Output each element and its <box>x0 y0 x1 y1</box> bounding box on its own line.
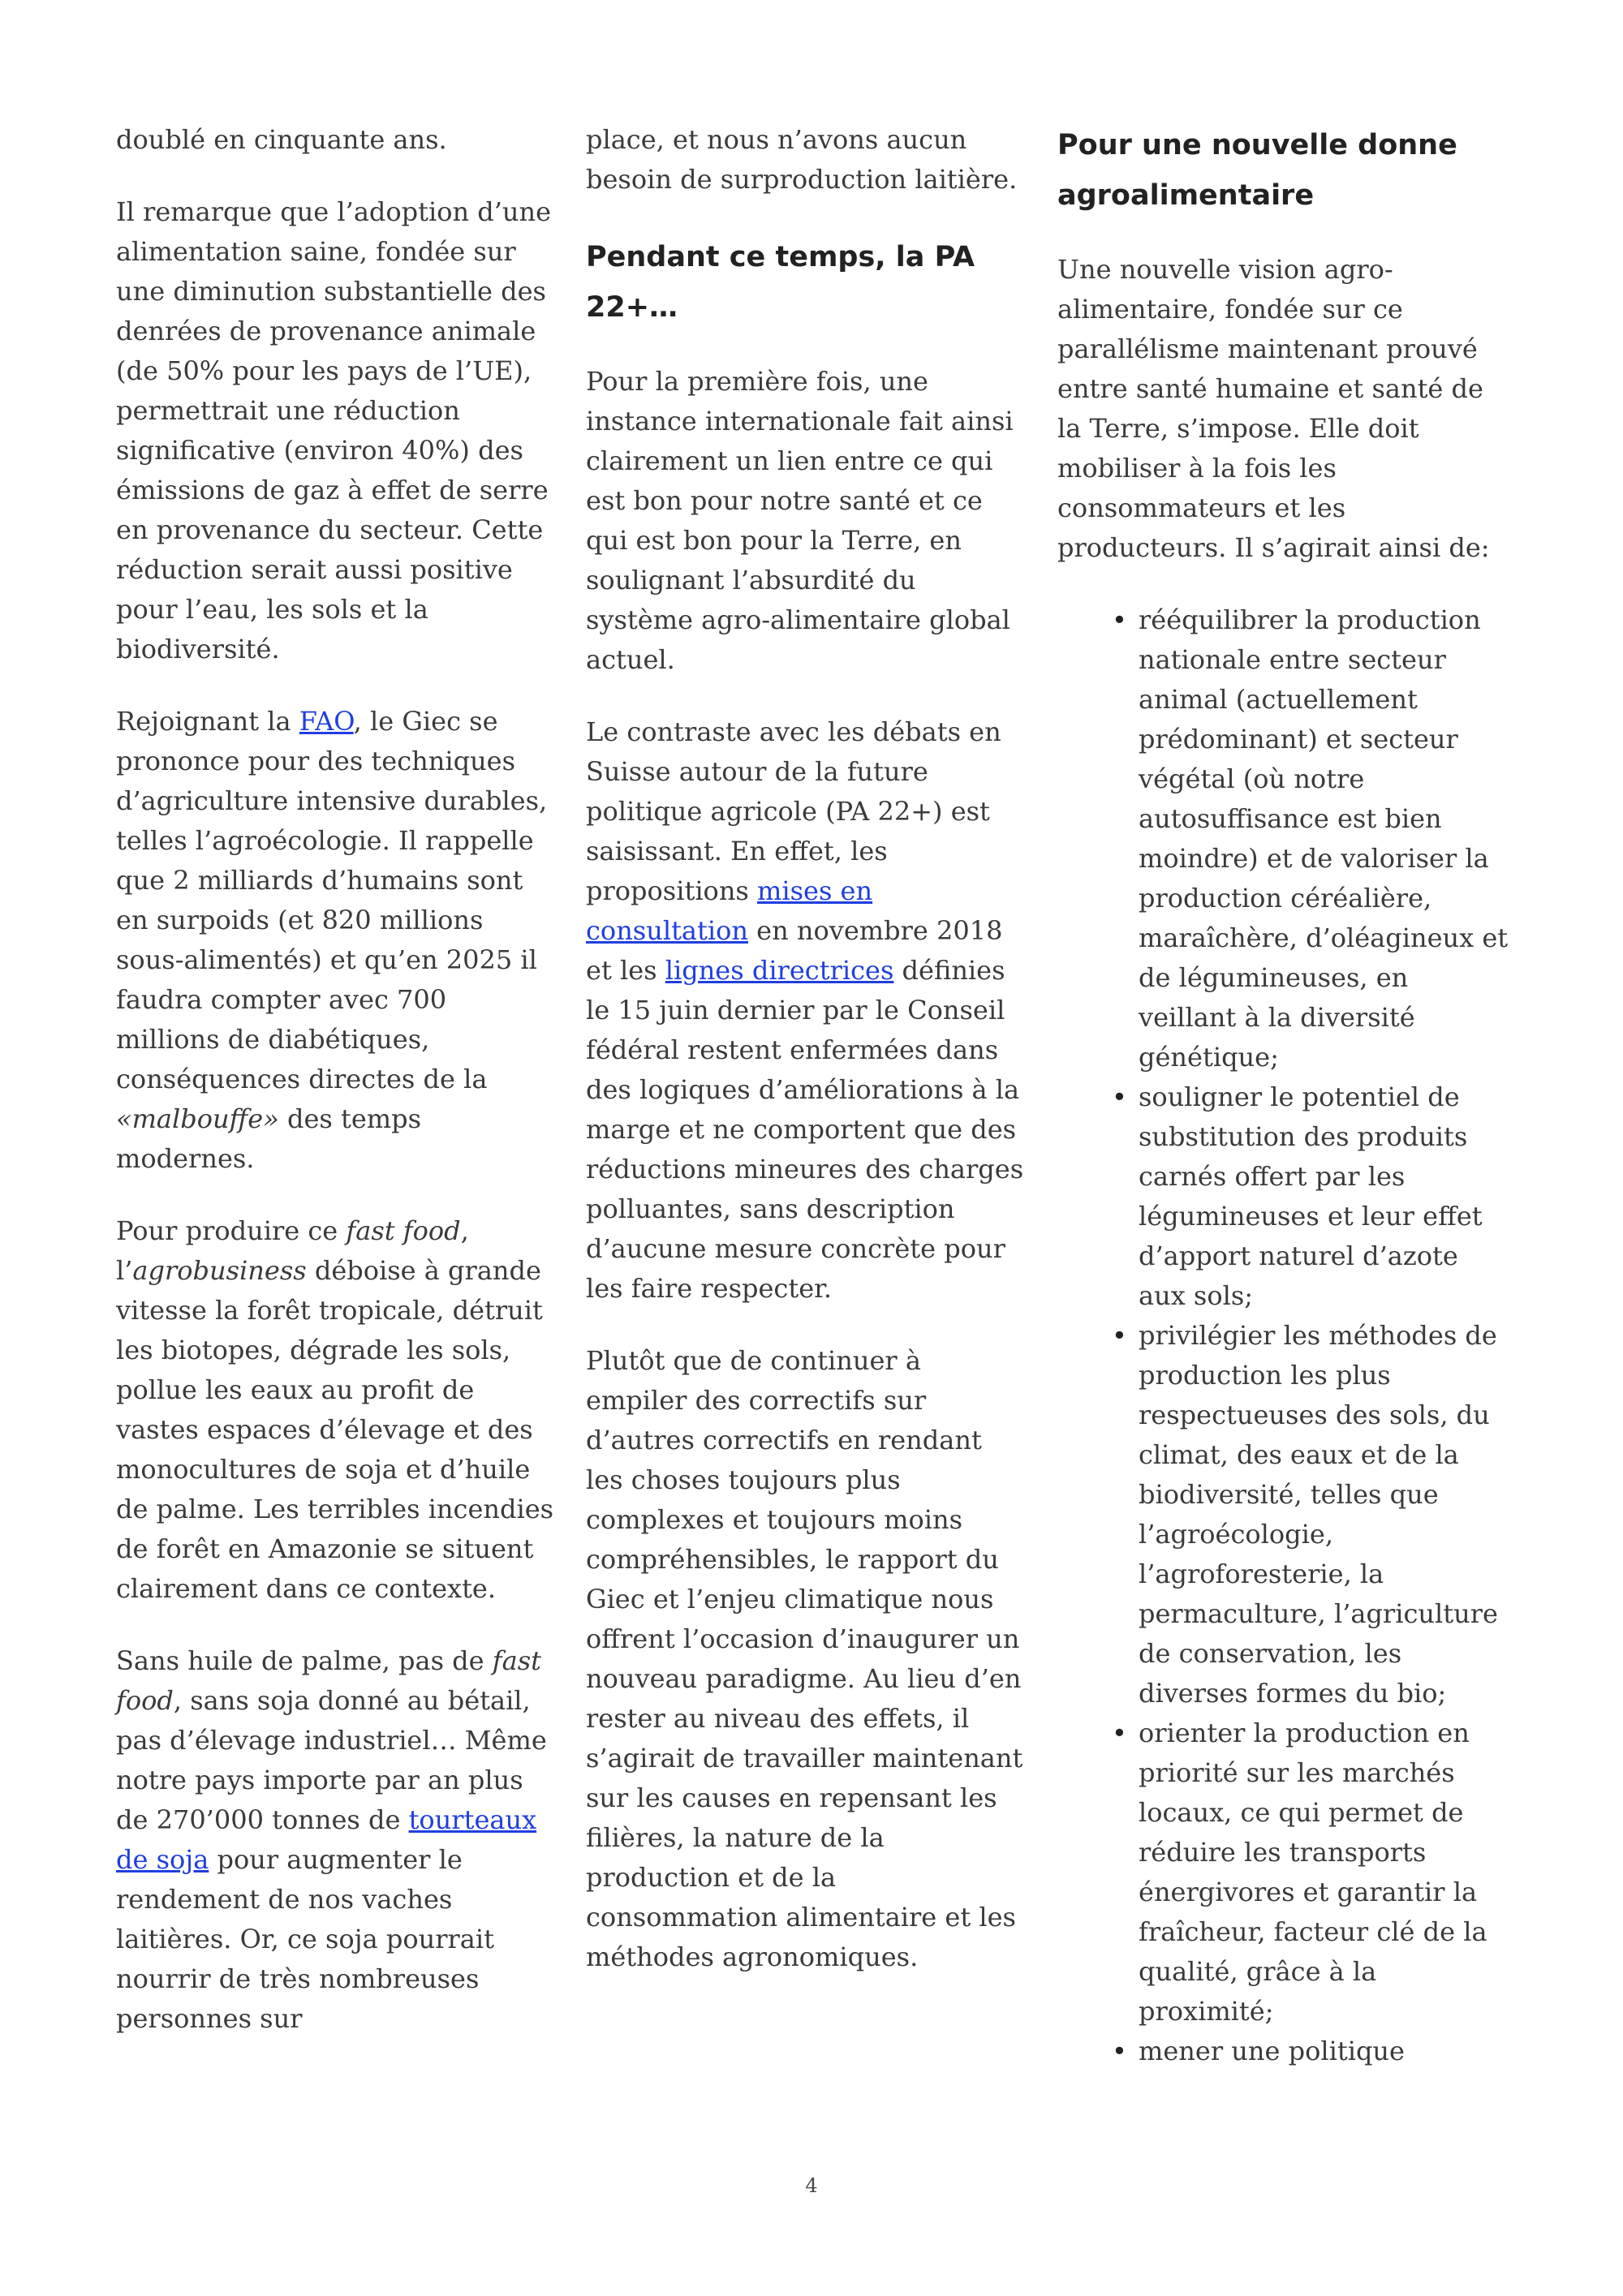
column-3 <box>1057 120 1512 2071</box>
paragraph: Pour produire ce fast food, l’agrobusiness déboise à grande vitesse la forêt tropicale, détruit les biotopes, dégrade les sols, pollue les eaux au profit de vastes espaces d’élevage et des monocultures de soja et d’huile de palme. Les terribles incendies de forêt en Amazonie se situent clairement dans ce contexte. <box>116 1215 554 1604</box>
column-2 <box>586 120 1024 2010</box>
paragraph: Pour la première fois, une instance internationale fait ainsi clairement un lien entre ce qui est bon pour notre santé et ce qui est bon pour la Terre, en soulignant l’absurdité du système agro-alimentaire global actuel. <box>586 366 1014 675</box>
list-item: • rééquilibrer la production nationale entre secteur animal (actuellement prédominant) et secteur végétal (où notre autosuffisance est bien moindre) et de valoriser la production céréalière, maraîchère, d’oléagineux et de légumineuses, en veillant à la diversité génétique; <box>1139 600 1512 1077</box>
bullet-list <box>1057 600 1512 2071</box>
list-item: • privilégier les méthodes de production les plus respectueuses des sols, du climat, des eaux et de la biodiversité, telles que l’agroécologie, l’agroforesterie, la permaculture, l’agriculture de conservation, les diverses formes du bio; <box>1139 1316 1512 1713</box>
fao-link[interactable]: FAO <box>299 706 354 737</box>
list-item: • orienter la production en priorité sur les marchés locaux, ce qui permet de réduire les transports énergivores et garantir la fraîcheur, facteur clé de la qualité, grâce à la proximité; <box>1139 1713 1512 2032</box>
list-item: • mener une politique <box>1139 2032 1512 2071</box>
tourteaux-soja-link[interactable]: tourteaux de soja <box>116 1804 537 1875</box>
paragraph: Sans huile de palme, pas de fast food, sans soja donné au bétail, pas d’élevage industriel… Même notre pays importe par an plus de 270’000 tonnes de tourteaux de soja pour augmenter le rendement de nos vaches laitières. Or, ce soja pourrait nourrir de très nombreuses personnes sur <box>116 1645 547 2034</box>
paragraph: Rejoignant la FAO, le Giec se prononce pour des techniques d’agriculture intensive durables, telles l’agroécologie. Il rappelle que 2 milliards d’humains sont en surpoids (et 820 millions sous-alimentés) et qu’en 2025 il faudra compter avec 700 millions de diabétiques, conséquences directes de la «malbouffe» des temps modernes. <box>116 706 548 1174</box>
paragraph: Il remarque que l’adoption d’une alimentation saine, fondée sur une diminution substantielle des denrées de provenance animale (de 50% pour les pays de l’UE), permettrait une réduction significative (environ 40%) des émissions de gaz à effet de serre en provenance du secteur. Cette réduction serait aussi positive pour l’eau, les sols et la biodiversité. <box>116 196 552 664</box>
paragraph: doublé en cinquante ans. <box>116 124 447 155</box>
paragraph: place, et nous n’avons aucun besoin de surproduction laitière. <box>586 124 1018 195</box>
section-heading: Pour une nouvelle donne agroalimentaire <box>1057 129 1457 212</box>
paragraph: Plutôt que de continuer à empiler des correctifs sur d’autres correctifs en rendant les choses toujours plus complexes et toujours moins compréhensibles, le rapport du Giec et l’enjeu climatique nous offrent l’occasion d’inaugurer un nouveau paradigme. Au lieu d’en rester au niveau des effets, il s’agirait de travailler maintenant sur les causes en repensant les filières, la nature de la production et de la consommation alimentaire et les méthodes agronomiques. <box>586 1345 1023 1972</box>
column-1 <box>116 120 554 2071</box>
paragraph: Une nouvelle vision agro-alimentaire, fondée sur ce parallélisme maintenant prouvé entre santé humaine et santé de la Terre, s’impose. Elle doit mobiliser à la fois les consommateurs et les producteurs. Il s’agirait ainsi de: <box>1057 254 1490 563</box>
list-item: • souligner le potentiel de substitution des produits carnés offert par les légumineuses et leur effet d’apport naturel d’azote aux sols; <box>1139 1077 1512 1316</box>
paragraph: Le contraste avec les débats en Suisse autour de la future politique agricole (PA 22+) est saisissant. En effet, les propositions mises en consultation en novembre 2018 et les lignes directrices définies le 15 juin dernier par le Conseil fédéral restent enfermées dans des logiques d’améliorations à la marge et ne comportent que des réductions mineures des charges polluantes, sans description d’aucune mesure concrète pour les faire respecter. <box>586 716 1024 1304</box>
consultation-link[interactable]: mises en consultation <box>586 875 873 946</box>
lignes-directrices-link[interactable]: lignes directrices <box>665 955 894 986</box>
page-number: 4 <box>805 2174 818 2197</box>
section-heading: Pendant ce temps, la PA 22+… <box>586 241 975 324</box>
